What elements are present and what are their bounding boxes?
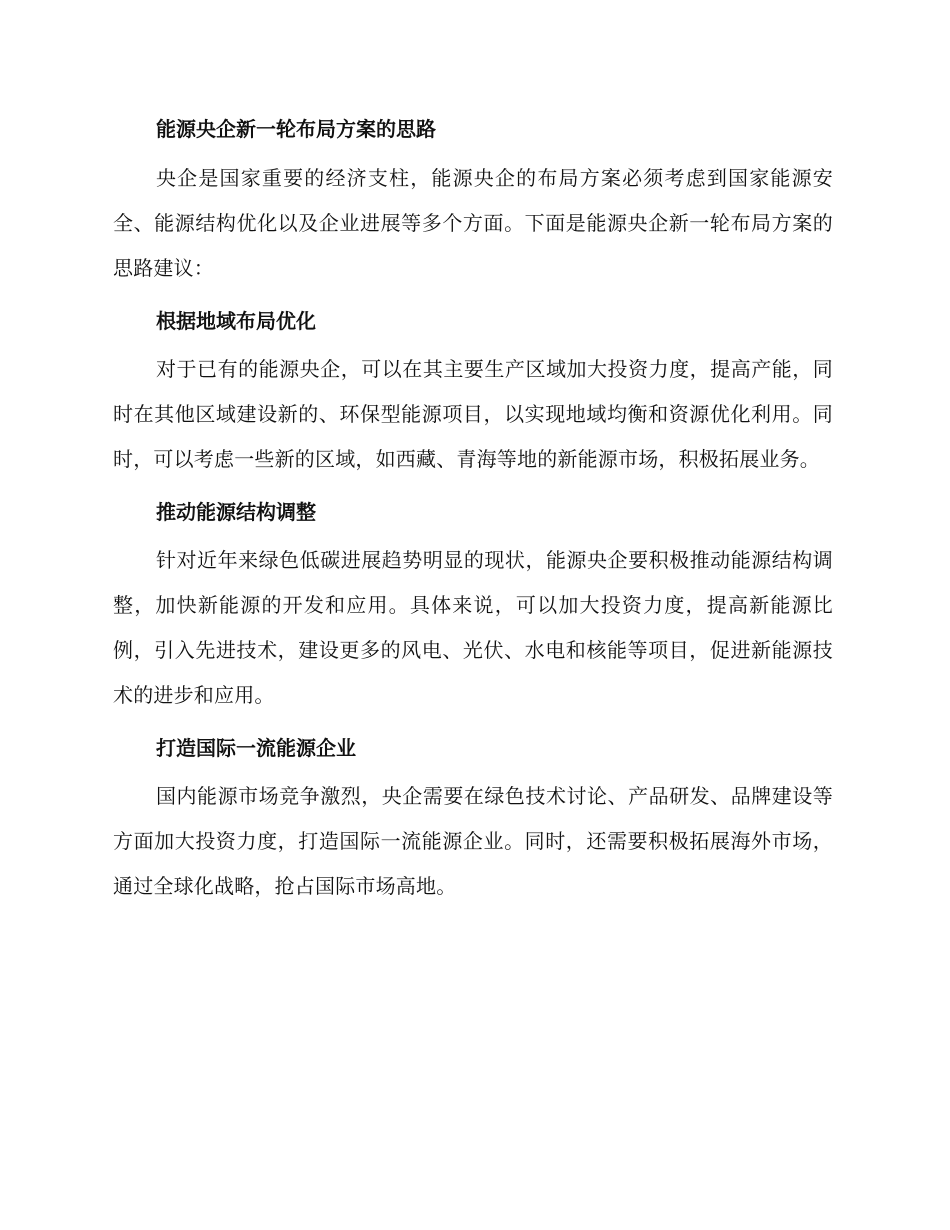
document-page: [113, 111, 833, 909]
section-paragraph-international-enterprise: 国内能源市场竞争激烈，央企需要在绿色技术讨论、产品研发、品牌建设等方面加大投资力度，打造国际一流能源企业。同时，还需要积极拓展海外市场，通过全球化战略，抢占国际市场高地。: [113, 784, 833, 898]
section-heading-structure-adjustment: 推动能源结构调整: [156, 500, 316, 524]
section-paragraph-regional-layout: 对于已有的能源央企，可以在其主要生产区域加大投资力度，提高产能，同时在其他区域建设新的、环保型能源项目，以实现地域均衡和资源优化利用。同时，可以考虑一些新的区域，如西藏、青海等地的新能源市场，积极拓展业务。: [113, 357, 833, 471]
section-paragraph-intro: 央企是国家重要的经济支柱，能源央企的布局方案必须考虑到国家能源安全、能源结构优化以及企业进展等多个方面。下面是能源央企新一轮布局方案的思路建议：: [113, 166, 833, 280]
section-heading-intro: 能源央企新一轮布局方案的思路: [156, 117, 436, 141]
section-heading-regional-layout: 根据地域布局优化: [156, 309, 316, 333]
section-paragraph-structure-adjustment: 针对近年来绿色低碳进展趋势明显的现状，能源央企要积极推动能源结构调整，加快新能源的开发和应用。具体来说，可以加大投资力度，提高新能源比例，引入先进技术，建设更多的风电、光伏、水电和核能等项目，促进新能源技术的进步和应用。: [113, 548, 833, 707]
section-heading-international-enterprise: 打造国际一流能源企业: [156, 736, 356, 760]
